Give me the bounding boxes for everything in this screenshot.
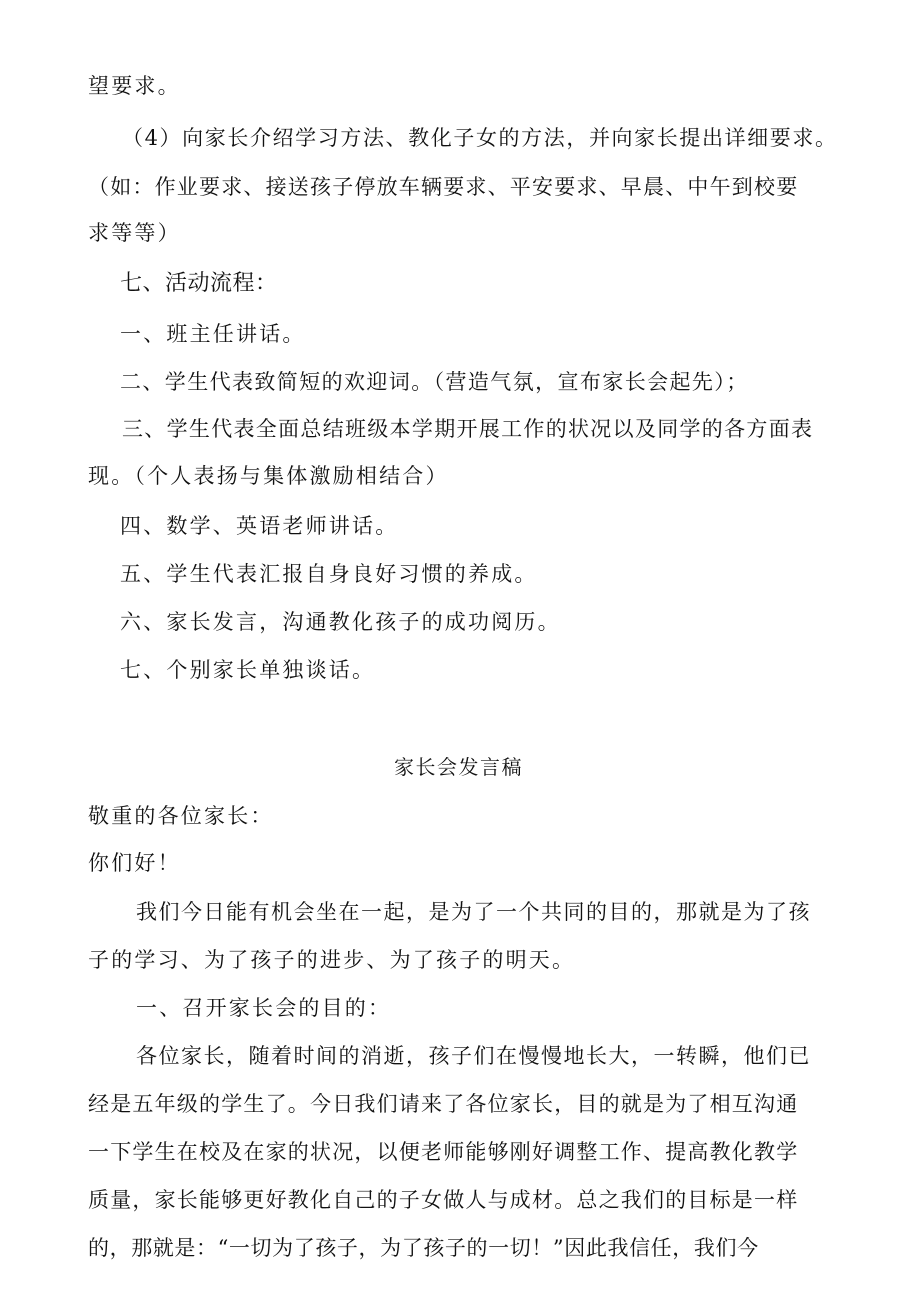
speech-title: 家长会发言稿 [394, 755, 523, 779]
paragraph-line: 我们今日能有机会坐在一起，是为了一个共同的目的，那就是为了孩 [136, 900, 811, 924]
greeting: 你们好！ [88, 851, 181, 875]
list-item: 四、数学、英语老师讲话。 [120, 514, 399, 538]
paragraph-line: 的，那就是：“一切为了孩子，为了孩子的一切！”因此我信任，我们今 [88, 1236, 759, 1260]
section-heading: 七、活动流程： [120, 271, 278, 296]
paragraph-line: 质量，家长能够更好教化自己的子女做人与成材。总之我们的目标是一样 [88, 1188, 799, 1212]
section-heading: 一、召开家长会的目的： [136, 996, 392, 1020]
text-line: （4）向家长介绍学习方法、教化子女的方法，并向家长提出详细要求。 [122, 126, 838, 150]
list-item: 七、个别家长单独谈话。 [120, 658, 376, 682]
list-item: 三、学生代表全面总结班级本学期开展工作的状况以及同学的各方面表 [122, 417, 814, 441]
paragraph-line: 各位家长，随着时间的消逝，孩子们在慢慢地长大，一转瞬，他们已 [136, 1044, 811, 1068]
text-line: 求等等） [88, 221, 181, 245]
paragraph-line: 一下学生在校及在家的状况，以便老师能够刚好调整工作、提高教化教学 [88, 1140, 799, 1164]
list-item: 六、家长发言，沟通教化孩子的成功阅历。 [120, 610, 561, 634]
list-item: 现。（个人表扬与集体激励相结合） [88, 464, 449, 488]
text-line: （如：作业要求、接送孩子停放车辆要求、平安要求、早晨、中午到校要 [88, 175, 799, 199]
list-item: 五、学生代表汇报自身良好习惯的养成。 [120, 562, 538, 586]
list-item: 一、班主任讲话。 [120, 322, 306, 346]
paragraph-line: 经是五年级的学生了。今日我们请来了各位家长，目的就是为了相互沟通 [88, 1092, 799, 1116]
paragraph-line: 子的学习、为了孩子的进步、为了孩子的明天。 [88, 948, 576, 972]
salutation: 敬重的各位家长： [88, 804, 274, 828]
list-item: 二、学生代表致简短的欢迎词。（营造气氛，宣布家长会起先）； [120, 370, 749, 394]
text-line: 望要求。 [88, 74, 181, 98]
